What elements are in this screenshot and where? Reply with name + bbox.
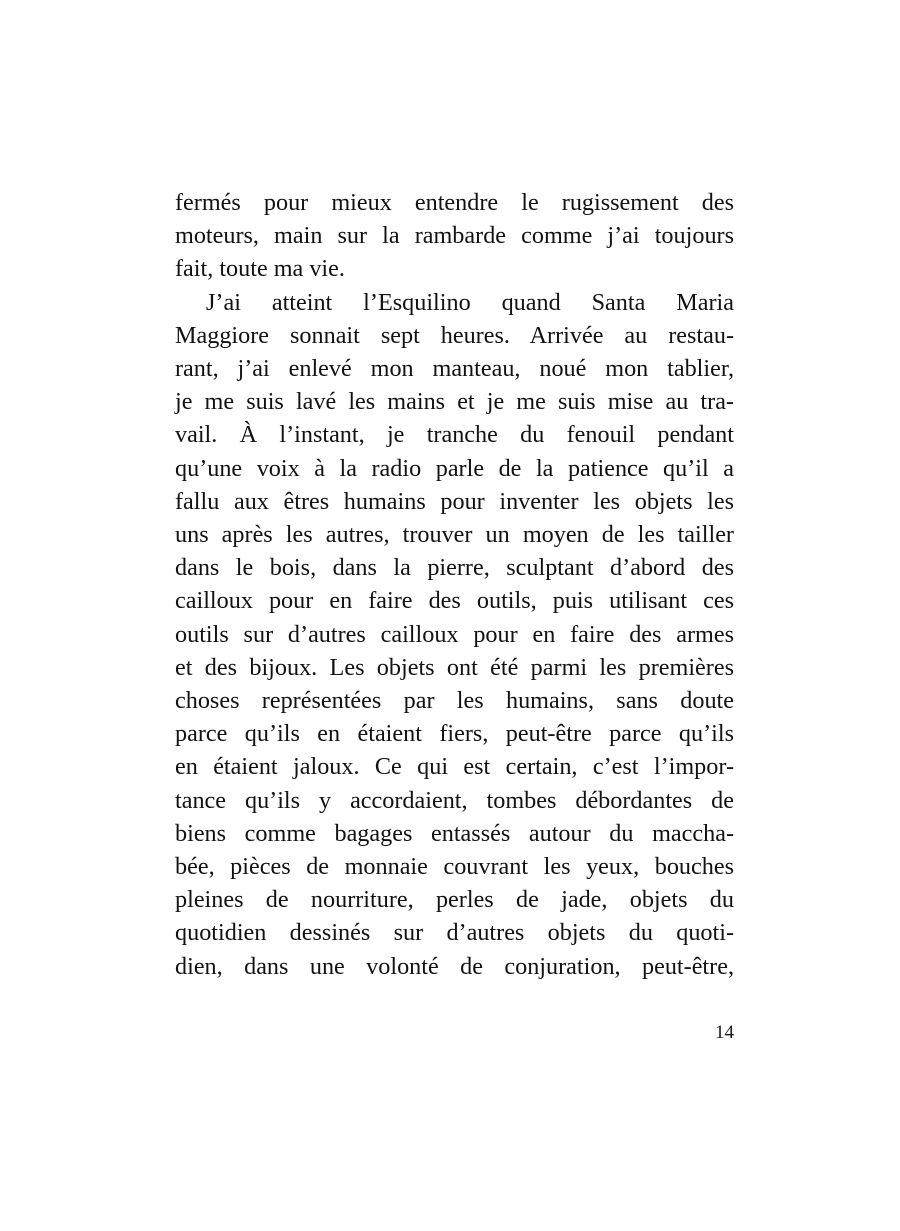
text-line: J’ai atteint l’Esquilino quand Santa Maria — [206, 288, 734, 316]
text-line: rant, j’ai enlevé mon manteau, noué mon tablier, — [175, 355, 734, 383]
text-line: fallu aux êtres humains pour inventer les objets les — [175, 487, 734, 515]
text-line: quotidien dessinés sur d’autres objets du quoti- — [175, 919, 734, 947]
page-text-block — [175, 186, 734, 983]
text-line: choses représentées par les humains, sans doute — [175, 687, 734, 715]
text-line: moteurs, main sur la rambarde comme j’ai toujours — [175, 222, 734, 250]
text-line: uns après les autres, trouver un moyen de les tailler — [175, 521, 734, 549]
text-line: tance qu’ils y accordaient, tombes débordantes de — [175, 786, 734, 814]
text-line: fermés pour mieux entendre le rugissement des — [175, 189, 734, 216]
text-line: je me suis lavé les mains et je me suis mise au tra- — [175, 388, 734, 416]
text-line: dans le bois, dans la pierre, sculptant d’abord des — [175, 554, 734, 582]
text-line: et des bijoux. Les objets ont été parmi les premières — [175, 653, 734, 681]
text-line: bée, pièces de monnaie couvrant les yeux, bouches — [175, 853, 734, 881]
text-line: parce qu’ils en étaient fiers, peut-être parce qu’ils — [175, 720, 734, 748]
paragraph-esquilino — [175, 286, 734, 983]
paragraph-continued — [175, 186, 734, 286]
text-line: en étaient jaloux. Ce qui est certain, c’est l’impor- — [175, 753, 734, 781]
page-number: 14 — [715, 1022, 734, 1043]
text-line: outils sur d’autres cailloux pour en faire des armes — [175, 620, 734, 648]
text-line: fait, toute ma vie. — [175, 255, 345, 283]
text-line: Maggiore sonnait sept heures. Arrivée au restau- — [175, 321, 734, 349]
text-line: pleines de nourriture, perles de jade, objets du — [175, 886, 734, 914]
text-line: dien, dans une volonté de conjuration, peut-être, — [175, 952, 734, 980]
text-line: qu’une voix à la radio parle de la patience qu’il a — [175, 454, 734, 482]
text-line: biens comme bagages entassés autour du maccha- — [175, 819, 734, 847]
text-line: cailloux pour en faire des outils, puis utilisant ces — [175, 587, 734, 615]
text-line: vail. À l’instant, je tranche du fenouil pendant — [175, 421, 734, 449]
